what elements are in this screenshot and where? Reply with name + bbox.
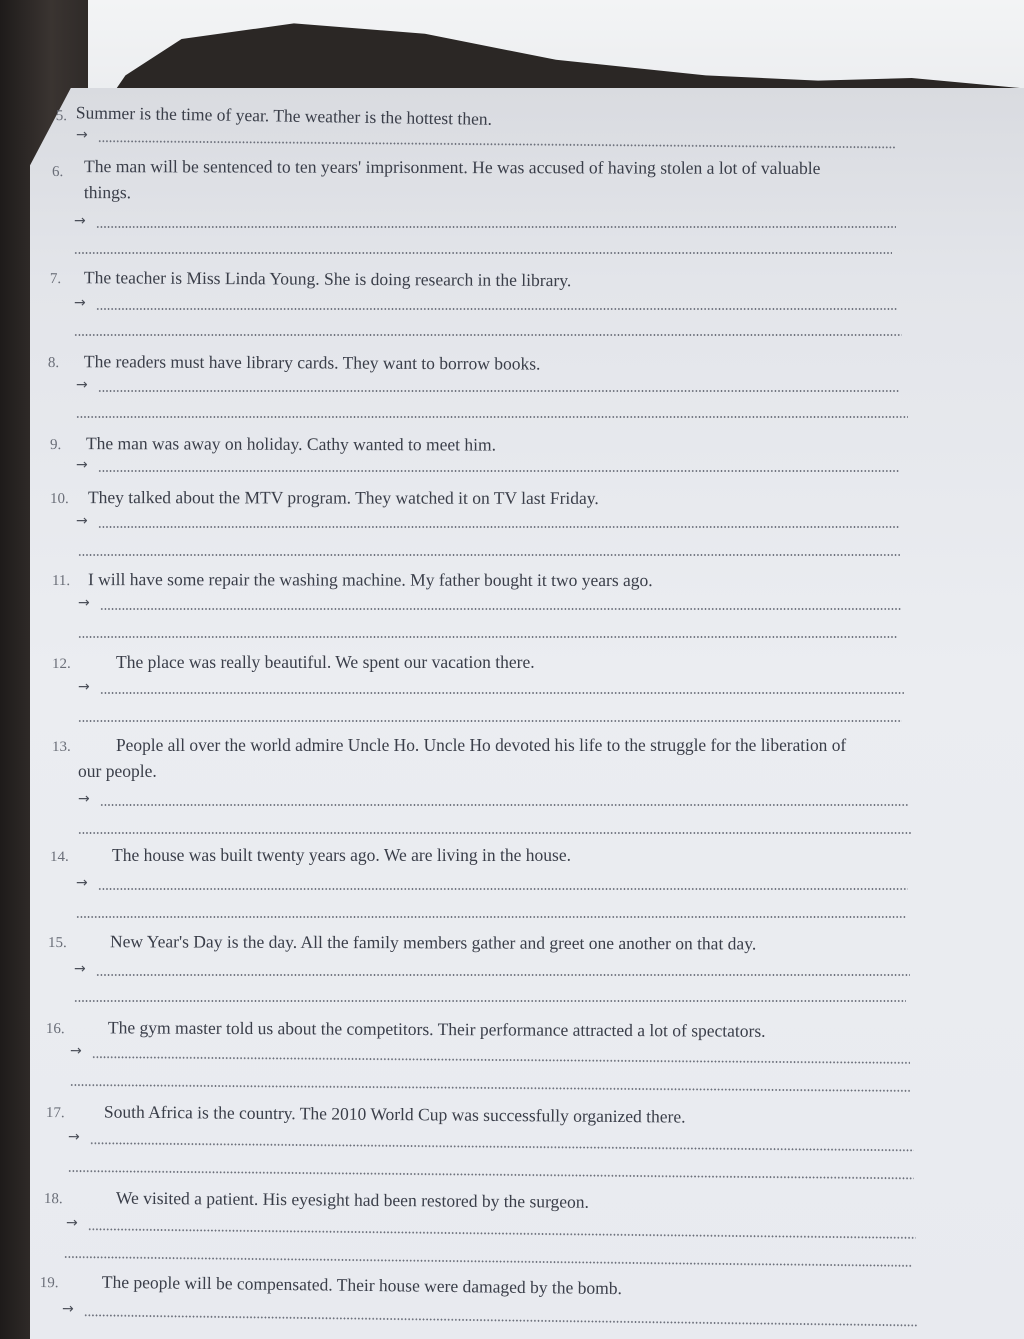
- dotted-line: [96, 308, 898, 310]
- dotted-line: [64, 1256, 912, 1267]
- question-number: 15.: [47, 935, 67, 952]
- answer-line[interactable]: [74, 996, 906, 1010]
- question-text: The place was really beautiful. We spent our vacation there.: [116, 652, 535, 672]
- arrow-icon: →: [78, 595, 90, 611]
- question-number: 10.: [49, 491, 69, 508]
- question-text: South Africa is the country. The 2010 World Cup was successfully organized there.: [103, 1101, 686, 1127]
- answer-line[interactable]: [76, 412, 908, 426]
- dotted-line: [78, 832, 912, 834]
- question-number: 18.: [43, 1190, 63, 1208]
- answer-line[interactable]: [61, 1301, 918, 1334]
- dotted-line: [88, 1228, 916, 1239]
- dotted-line: [100, 804, 908, 806]
- arrow-icon: →: [76, 513, 88, 529]
- answer-line[interactable]: [78, 716, 902, 730]
- arrow-icon: →: [76, 457, 88, 473]
- answer-line[interactable]: [78, 595, 902, 618]
- question-number: 14.: [50, 849, 69, 865]
- question-number: 5.: [55, 107, 68, 125]
- answer-line[interactable]: [74, 295, 898, 318]
- arrow-icon: →: [69, 1043, 82, 1060]
- question-number: 13.: [52, 739, 71, 755]
- answer-line[interactable]: [78, 679, 904, 702]
- question-text: The readers must have library cards. They want to borrow books.: [83, 351, 541, 374]
- answer-line[interactable]: [76, 457, 900, 480]
- answer-line[interactable]: [74, 330, 902, 344]
- question-text: I will have some repair the washing machine. My father bought it two years ago.: [87, 569, 653, 591]
- dotted-line: [76, 916, 906, 918]
- dotted-line: [100, 608, 902, 610]
- question-number: 9.: [49, 436, 62, 454]
- dotted-line: [98, 390, 900, 392]
- dotted-line: [76, 416, 908, 418]
- arrow-icon: →: [78, 679, 90, 695]
- arrow-icon: →: [76, 875, 88, 891]
- question-text: The man will be sentenced to ten years' imprisonment. He was accused of having stolen a lot of valuable: [83, 156, 821, 179]
- dotted-line: [98, 140, 896, 148]
- dotted-line: [100, 692, 904, 694]
- dotted-line: [98, 526, 900, 528]
- answer-line[interactable]: [76, 377, 900, 400]
- dotted-line: [98, 888, 908, 890]
- arrow-icon: →: [74, 213, 86, 229]
- answer-line[interactable]: [78, 791, 908, 814]
- question-text: We visited a patient. His eyesight had been restored by the surgeon.: [115, 1187, 590, 1212]
- answer-line[interactable]: [70, 1080, 910, 1100]
- question-number: 12.: [52, 656, 71, 672]
- answer-line[interactable]: [67, 1129, 914, 1159]
- dotted-line: [92, 1056, 910, 1064]
- dotted-line: [74, 252, 892, 254]
- question-text: The teacher is Miss Linda Young. She is doing research in the library.: [83, 267, 572, 291]
- dotted-line: [96, 974, 910, 976]
- question-number: 17.: [45, 1104, 65, 1122]
- dotted-line: [78, 720, 902, 722]
- answer-line[interactable]: [76, 912, 906, 926]
- answer-line[interactable]: [74, 961, 910, 984]
- dotted-line: [98, 470, 900, 472]
- question-text: Summer is the time of year. The weather is the hottest then.: [75, 102, 493, 129]
- answer-line[interactable]: [76, 875, 908, 898]
- question-number: 8.: [47, 354, 60, 372]
- question-text: The man was away on holiday. Cathy wanted to meet him.: [85, 433, 497, 455]
- answer-line[interactable]: [76, 513, 900, 536]
- question-number: 6.: [51, 163, 64, 181]
- question-text: New Year's Day is the day. All the family members gather and greet one another on that day.: [109, 931, 757, 954]
- dotted-line: [90, 1142, 914, 1151]
- answer-line[interactable]: [68, 1166, 914, 1187]
- question-text: The house was built twenty years ago. We are living in the house.: [112, 845, 571, 865]
- dotted-line: [96, 226, 896, 228]
- answer-line[interactable]: [78, 632, 898, 646]
- dotted-line: [74, 334, 902, 336]
- answer-line[interactable]: [78, 550, 900, 564]
- answer-line[interactable]: [75, 127, 896, 156]
- answer-line[interactable]: [78, 828, 912, 842]
- arrow-icon: →: [75, 127, 88, 144]
- question-text: They talked about the MTV program. They watched it on TV last Friday.: [87, 487, 599, 508]
- question-number: 11.: [51, 573, 71, 590]
- dotted-line: [70, 1084, 910, 1092]
- arrow-icon: →: [65, 1215, 78, 1232]
- answer-line[interactable]: [74, 213, 896, 236]
- arrow-icon: →: [74, 295, 86, 311]
- question-text: The gym master told us about the competitors. Their performance attracted a lot of spectators.: [107, 1017, 766, 1041]
- question-text-continuation: things.: [83, 182, 132, 203]
- dotted-line: [78, 636, 898, 638]
- question-text: The people will be compensated. Their house were damaged by the bomb.: [101, 1271, 623, 1299]
- arrow-icon: →: [74, 961, 86, 977]
- question-text: People all over the world admire Uncle Ho. Uncle Ho devoted his life to the struggle for the liberation of: [116, 735, 847, 755]
- answer-line[interactable]: [69, 1043, 910, 1072]
- arrow-icon: →: [61, 1301, 74, 1318]
- arrow-icon: →: [67, 1129, 80, 1146]
- answer-line[interactable]: [65, 1215, 916, 1247]
- question-number: 19.: [39, 1274, 59, 1292]
- question-text-continuation: our people.: [78, 761, 157, 781]
- question-number: 7.: [49, 270, 62, 288]
- dotted-line: [84, 1314, 918, 1326]
- arrow-icon: →: [76, 377, 88, 393]
- question-number: 16.: [45, 1020, 65, 1038]
- dotted-line: [74, 1000, 906, 1002]
- dotted-line: [68, 1170, 914, 1179]
- arrow-icon: →: [78, 791, 90, 807]
- answer-line[interactable]: [74, 248, 894, 262]
- dotted-line: [78, 554, 900, 556]
